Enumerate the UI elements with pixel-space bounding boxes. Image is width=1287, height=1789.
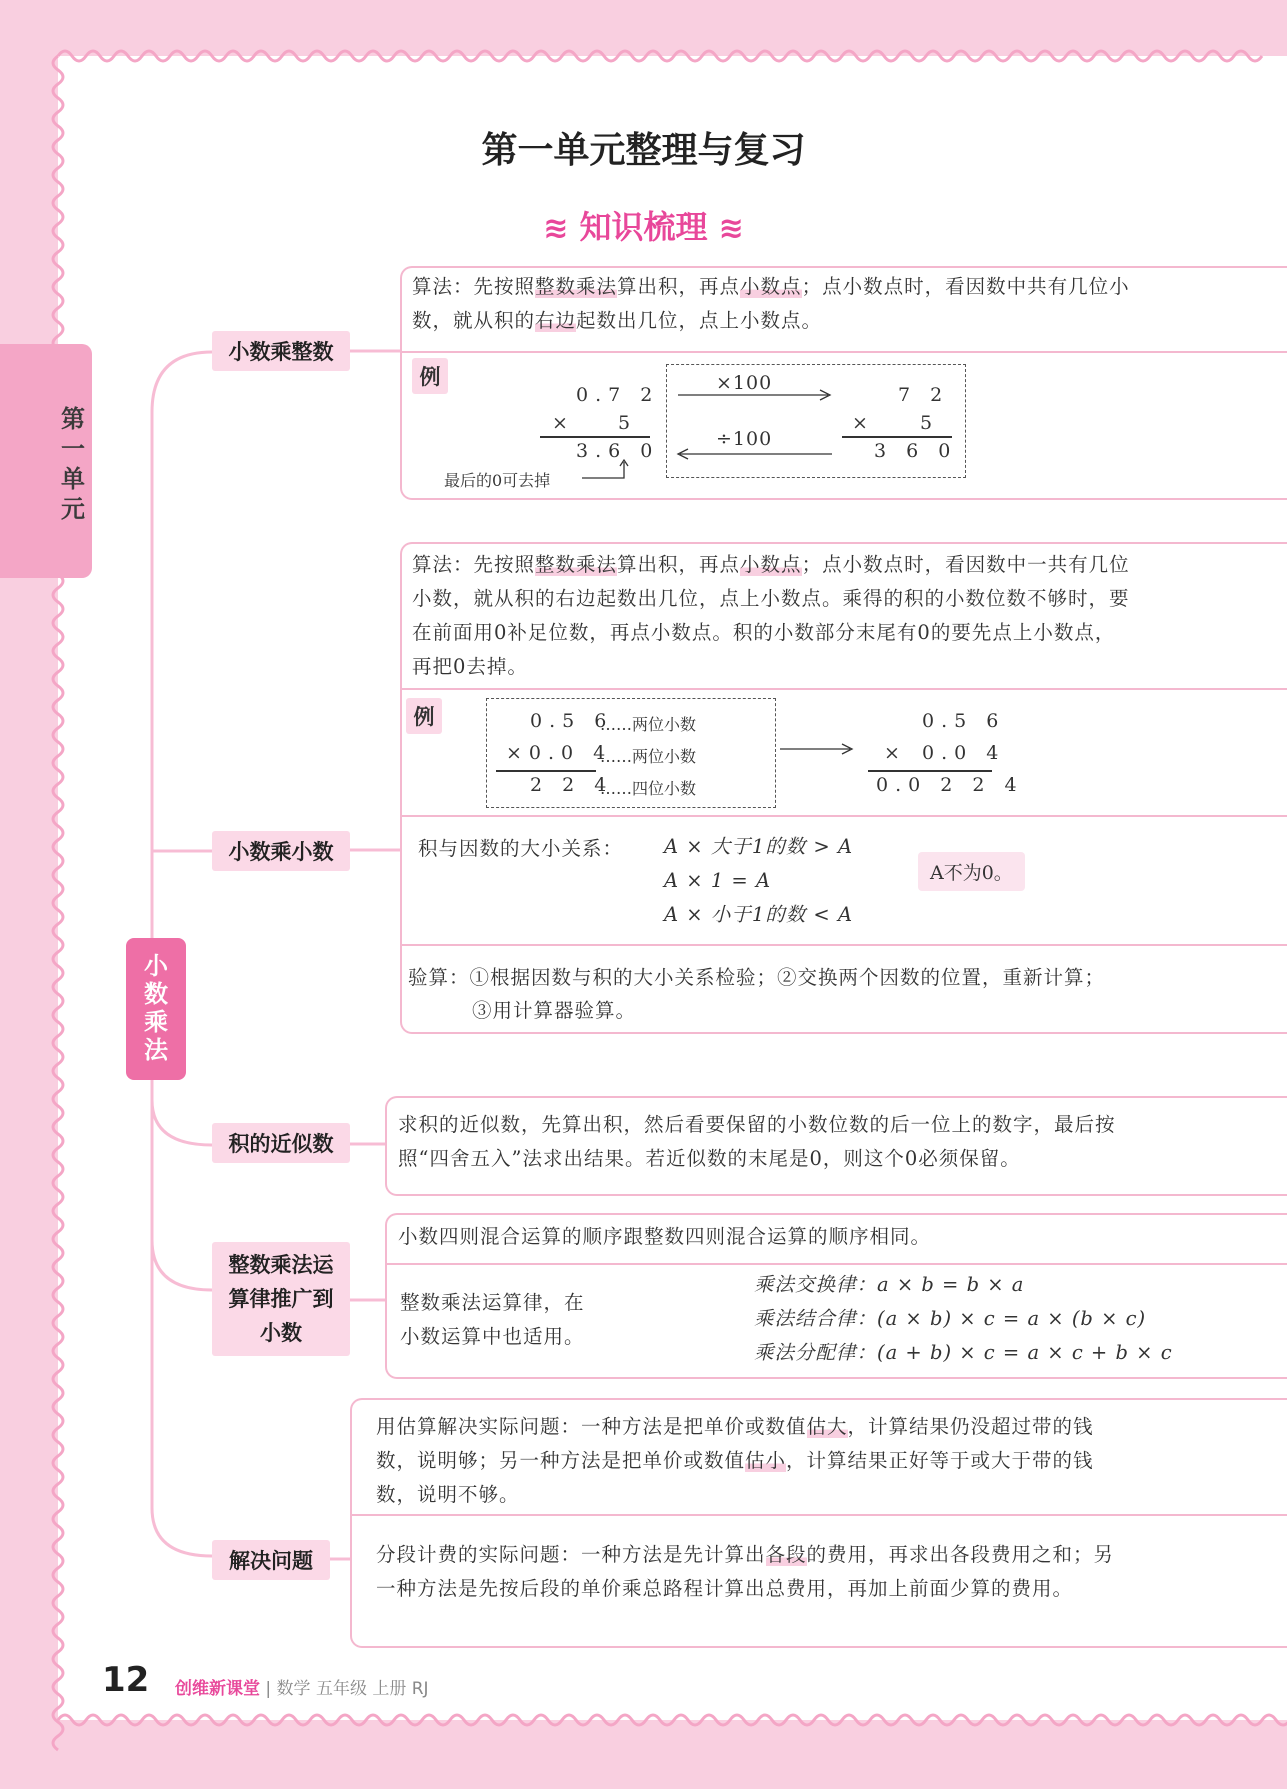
branch-label-decimal-times-integer: 小数乘整数 <box>212 331 350 371</box>
wave-icon: ≋ <box>543 211 569 246</box>
example-tag: 例 <box>406 698 442 734</box>
arrow-label-top: ×100 <box>716 372 773 394</box>
right-arrow-icon <box>778 742 858 756</box>
para-text: ，计算结果正好等于或大于带的钱数，说明不够。 <box>376 1449 1094 1506</box>
calc-row: 5 <box>618 412 638 434</box>
calc-row: ×0.0 4 <box>506 742 613 764</box>
law-item: 乘法交换律：a × b = b × a <box>754 1273 1025 1296</box>
calc-note: ……两位小数 <box>600 747 697 766</box>
calc-note: ……四位小数 <box>600 779 697 798</box>
branch4-top-text: 小数四则混合运算的顺序跟整数四则混合运算的顺序相同。 <box>398 1225 932 1248</box>
divider <box>402 944 1287 946</box>
keyword: 估小 <box>745 1449 787 1472</box>
brand-name: 创维新课堂 <box>175 1679 260 1699</box>
left-arrow-icon <box>676 447 836 461</box>
keyword: 各段 <box>765 1543 807 1566</box>
arrow-label-bottom: ÷100 <box>716 428 773 450</box>
law-item: 乘法分配律：(a + b) × c = a × c + b × c <box>754 1341 1173 1364</box>
calc-row: 0.0 4 <box>922 742 1006 764</box>
branch1-rule-text <box>412 270 1132 338</box>
rule-text: ；点小数点时，看因数中共有几位小数，就从积的 <box>412 275 1130 332</box>
keyword: 右边 <box>535 309 577 332</box>
keyword: 小数点 <box>740 553 802 576</box>
calc-row: 0.5 6 <box>530 710 614 732</box>
calc-row: 0.5 6 <box>922 710 1006 732</box>
calc-note: ……两位小数 <box>600 715 697 734</box>
calc-row: 7 2 <box>898 384 950 406</box>
calc-result: 3 6 0 <box>874 440 958 462</box>
footer-brand <box>175 1674 429 1699</box>
calc-result: 2 2 4 <box>530 774 614 796</box>
central-topic <box>126 938 186 1080</box>
footer-meta: | 数学 五年级 上册 RJ <box>265 1679 429 1699</box>
para-text: 用估算解决实际问题：一种方法是把单价或数值 <box>376 1415 807 1438</box>
branch-label-decimal-times-decimal: 小数乘小数 <box>212 831 350 871</box>
relation-label: 积与因数的大小关系： <box>418 837 624 860</box>
divider <box>402 815 1287 817</box>
keyword: 估大 <box>806 1415 848 1438</box>
check-line-2: ③用计算器验算。 <box>472 999 637 1022</box>
central-topic-label: 小数乘法 <box>144 952 168 1064</box>
calc-line <box>842 436 952 438</box>
divider <box>402 351 1287 353</box>
calc-operator: × <box>552 412 575 434</box>
page-number: 12 <box>102 1660 150 1700</box>
calc-row: 0.7 2 <box>576 384 660 406</box>
note-arrow <box>580 458 630 488</box>
unit-side-tab-label: 第一单元 <box>61 405 85 523</box>
branch-label-problem-solving: 解决问题 <box>212 1540 330 1580</box>
branch3-text: 求积的近似数，先算出积，然后看要保留的小数位数的后一位上的数字，最后按照“四舍五入”法求出结果。若近似数的末尾是0，则这个0必须保留。 <box>398 1113 1116 1170</box>
calc-line <box>868 770 992 772</box>
rule-text: 算出积，再点 <box>617 275 741 298</box>
branch-label-multiplication-laws: 整数乘法运算律推广到小数 <box>212 1242 350 1356</box>
relation-note: A不为0。 <box>918 852 1025 891</box>
example-tag: 例 <box>412 358 448 394</box>
page-title: 第一单元整理与复习 <box>481 130 806 171</box>
calc-row: 5 <box>920 412 940 434</box>
rule-text: 算出积，再点 <box>617 553 741 576</box>
divider <box>402 688 1287 690</box>
para-text: ，计算结果仍没超过带的钱数，说明够；另一种方法是把单价或数值 <box>376 1415 1094 1472</box>
rule-text: 起数出几位，点上小数点。 <box>576 309 823 332</box>
keyword: 整数乘法 <box>535 553 618 576</box>
relation-item: A × 1 = A <box>664 869 772 892</box>
calc-note: 最后的0可去掉 <box>444 471 551 490</box>
calc-operator: × <box>884 742 907 764</box>
calc-result: 3.6 0 <box>576 440 660 462</box>
relation-item: A × 小于1的数 < A <box>664 903 854 926</box>
subtitle-text: 知识梳理 <box>579 208 708 246</box>
branch5-paragraph-1 <box>376 1410 1116 1512</box>
calc-line <box>496 770 596 772</box>
keyword: 小数点 <box>740 275 802 298</box>
branch2-rule-text <box>412 548 1132 684</box>
para-text: 的费用，再求出各段费用之和；另一种方法是先按后段的单价乘总路程计算出总费用，再加上前面少算的费用。 <box>376 1543 1115 1600</box>
branch4-left-text: 整数乘法运算律，在小数运算中也适用。 <box>400 1291 585 1348</box>
branch5-paragraph-2 <box>376 1538 1116 1606</box>
wave-icon: ≋ <box>718 211 744 246</box>
keyword: 整数乘法 <box>535 275 618 298</box>
calc-result: 0.0 2 2 4 <box>876 774 1024 796</box>
rule-text: 算法：先按照 <box>412 275 536 298</box>
calc-operator: × <box>852 412 875 434</box>
calc-line <box>540 436 650 438</box>
rule-text: 算法：先按照 <box>412 553 536 576</box>
para-text: 分段计费的实际问题：一种方法是先计算出 <box>376 1543 766 1566</box>
rule-text: ；点小数点时，看因数中一共有几位小数，就从积的右边起数出几位，点上小数点。乘得的积的小数位数不够时，要在前面用0补足位数，再点小数点。积的小数部分末尾有0的要先点上小数点，再把0去掉。 <box>412 553 1130 678</box>
divider <box>352 1514 1287 1516</box>
relation-item: A × 大于1的数 > A <box>664 835 854 858</box>
check-line-1: 验算：①根据因数与积的大小关系检验；②交换两个因数的位置，重新计算； <box>408 966 1106 989</box>
branch-label-approximate-product: 积的近似数 <box>212 1123 350 1163</box>
right-arrow-icon <box>676 388 836 402</box>
divider <box>387 1263 1287 1265</box>
law-item: 乘法结合律：(a × b) × c = a × (b × c) <box>754 1307 1147 1330</box>
